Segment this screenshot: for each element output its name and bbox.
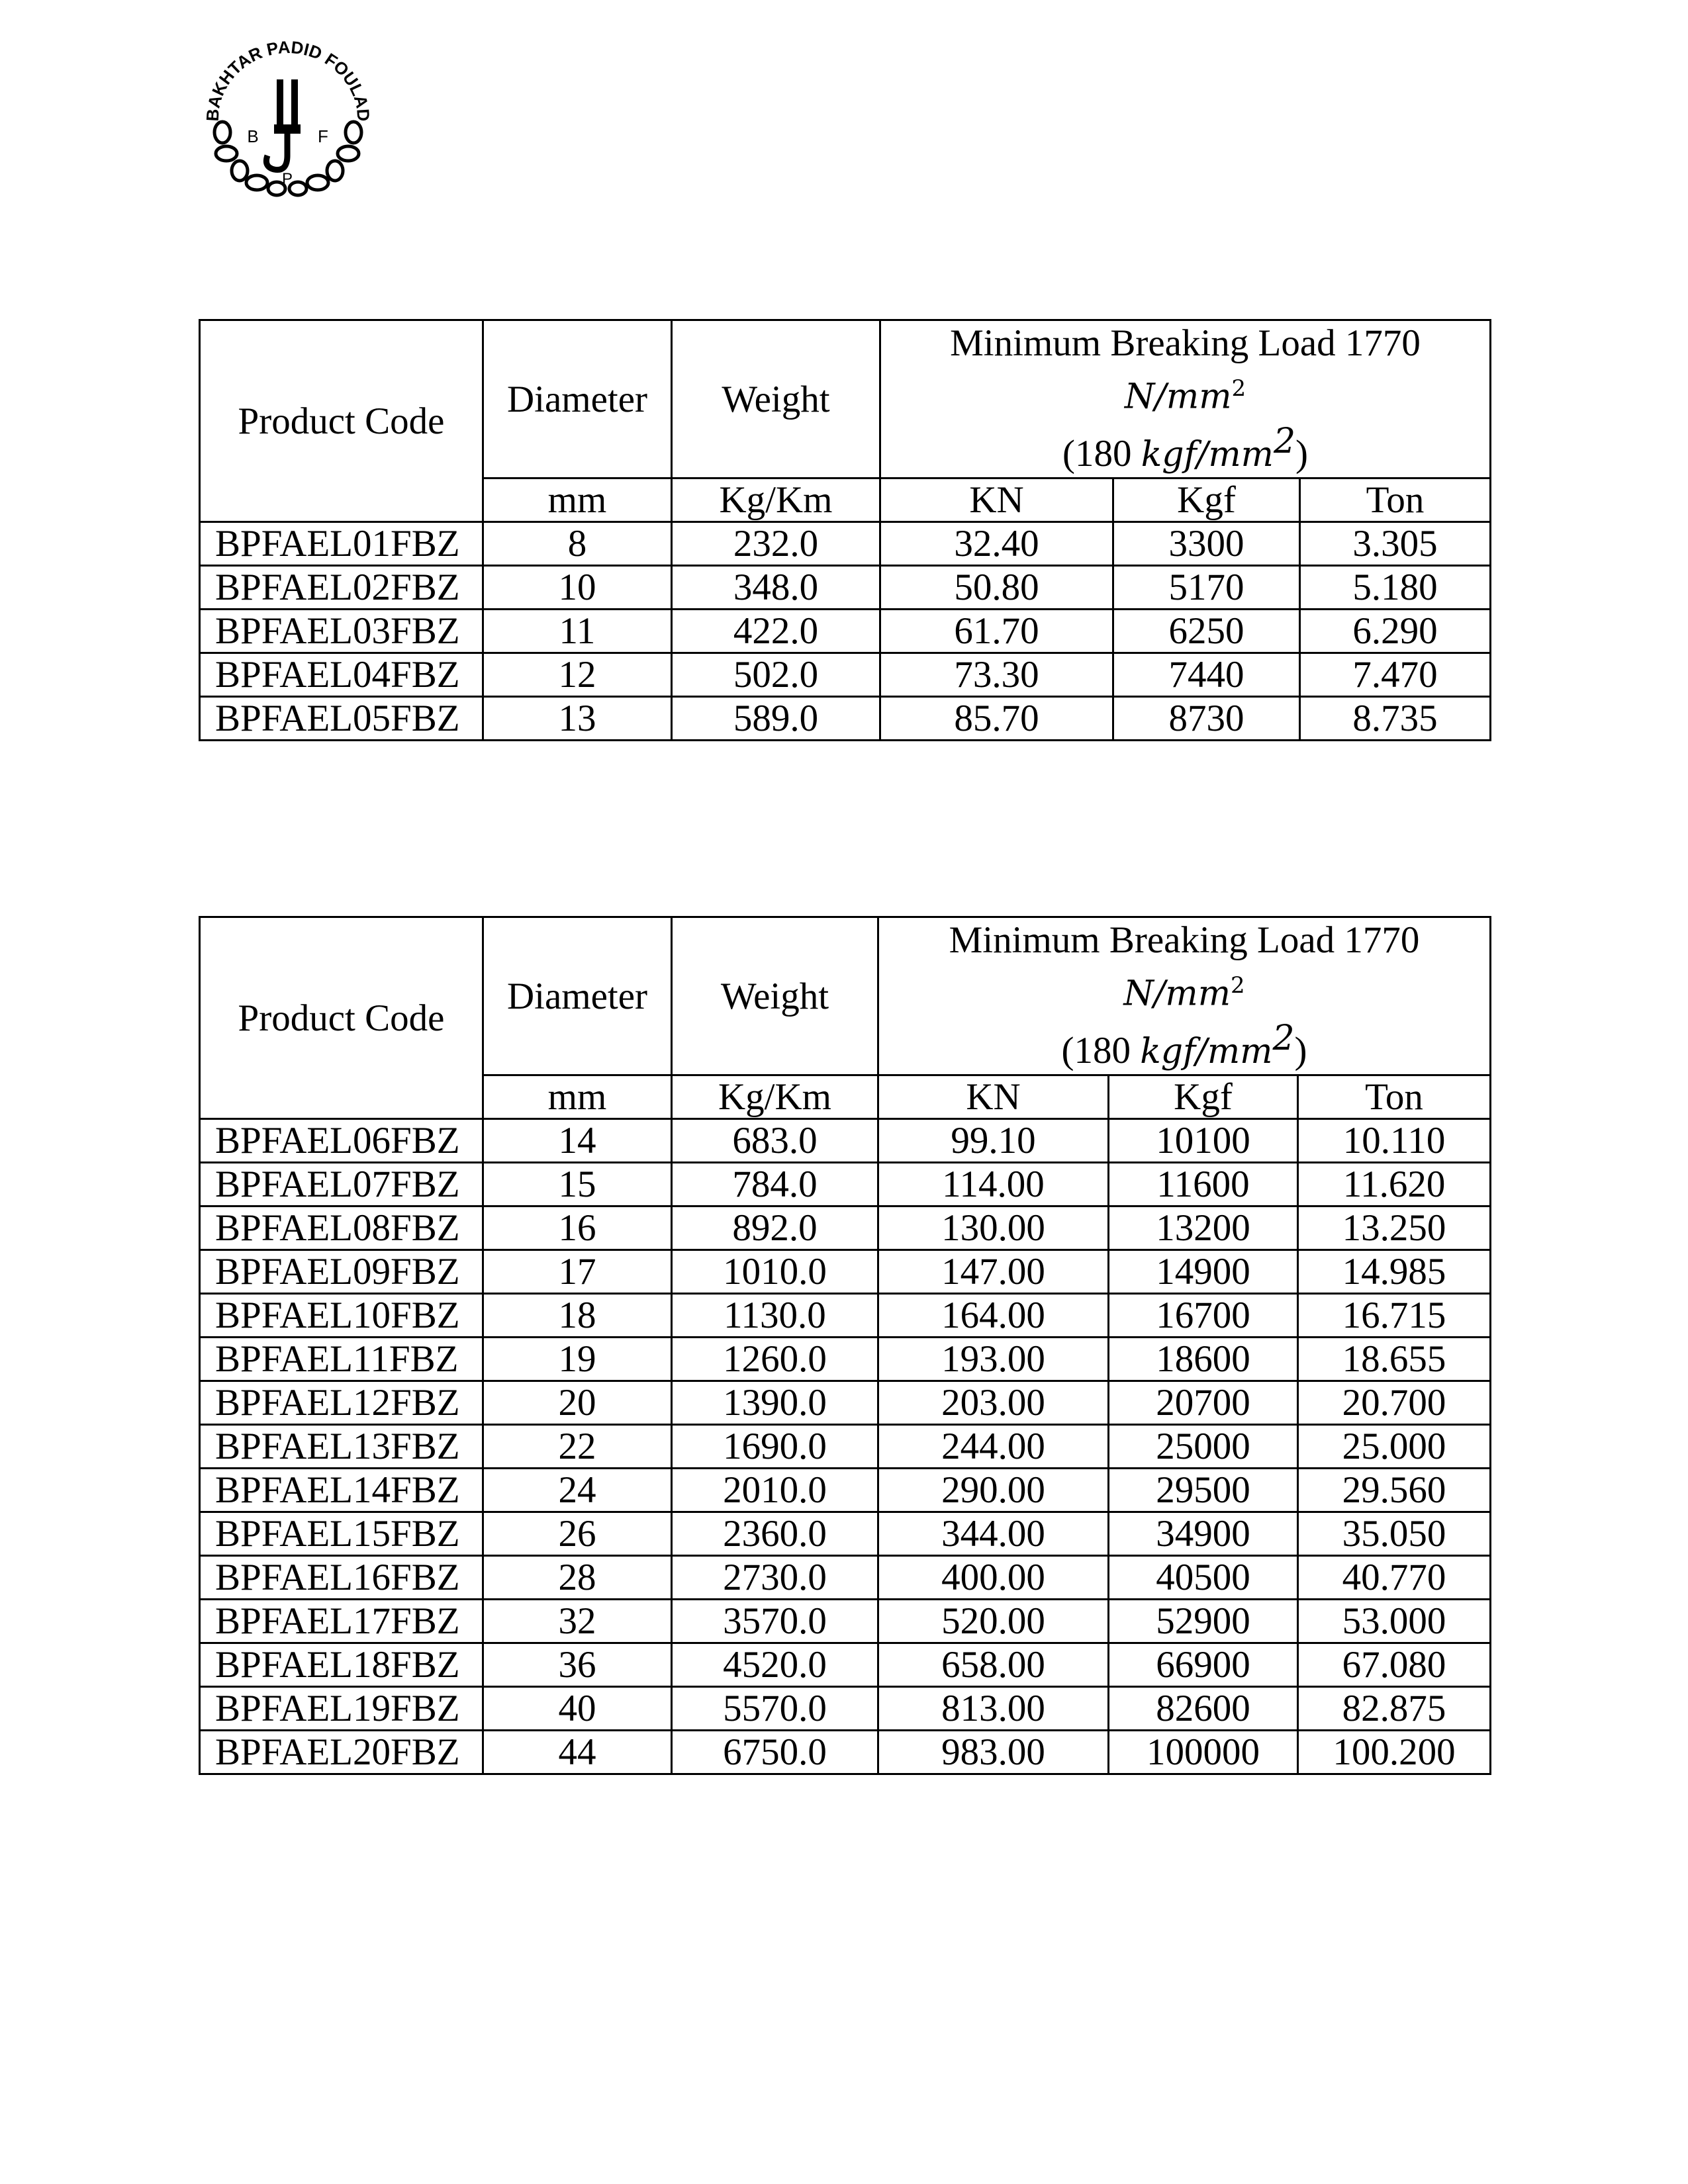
diameter-cell: 36 <box>483 1643 672 1687</box>
weight-cell: 5570.0 <box>672 1687 878 1731</box>
mbl-unit-kgf: (180 kgf/$mm^2$) <box>1062 422 1309 475</box>
diameter-cell: 44 <box>483 1731 672 1774</box>
logo-letter-p: P <box>281 170 293 188</box>
kn-cell: 164.00 <box>878 1294 1109 1338</box>
kn-cell: 50.80 <box>880 566 1113 610</box>
unit-diameter: mm <box>483 1075 672 1119</box>
breaking-load-table-1 <box>199 319 1491 741</box>
diameter-cell: 40 <box>483 1687 672 1731</box>
ton-cell: 14.985 <box>1298 1250 1491 1294</box>
ton-cell: 25.000 <box>1298 1425 1491 1469</box>
kgf-cell: 10100 <box>1109 1119 1298 1163</box>
table-row <box>200 1512 1491 1556</box>
ton-cell: 82.875 <box>1298 1687 1491 1731</box>
ton-cell: 5.180 <box>1300 566 1491 610</box>
product-code-cell: BPFAEL05FBZ <box>200 697 483 741</box>
diameter-cell: 8 <box>483 522 672 566</box>
product-code-cell: BPFAEL06FBZ <box>200 1119 483 1163</box>
diameter-cell: 12 <box>483 653 672 697</box>
product-code-cell: BPFAEL15FBZ <box>200 1512 483 1556</box>
product-code-cell: BPFAEL03FBZ <box>200 610 483 653</box>
kgf-cell: 29500 <box>1109 1469 1298 1512</box>
diameter-cell: 22 <box>483 1425 672 1469</box>
kn-cell: 73.30 <box>880 653 1113 697</box>
breaking-load-table-2 <box>199 916 1491 1775</box>
kn-cell: 244.00 <box>878 1425 1109 1469</box>
product-code-header: Product Code <box>200 917 483 1119</box>
unit-ton: Ton <box>1300 478 1491 522</box>
kgf-cell: 66900 <box>1109 1643 1298 1687</box>
kn-cell: 344.00 <box>878 1512 1109 1556</box>
mbl-title: Minimum Breaking Load 1770 <box>950 322 1421 364</box>
ton-cell: 8.735 <box>1300 697 1491 741</box>
kgf-cell: 20700 <box>1109 1381 1298 1425</box>
product-code-cell: BPFAEL13FBZ <box>200 1425 483 1469</box>
diameter-cell: 24 <box>483 1469 672 1512</box>
kn-cell: 203.00 <box>878 1381 1109 1425</box>
diameter-cell: 16 <box>483 1206 672 1250</box>
diameter-cell: 28 <box>483 1556 672 1600</box>
weight-cell: 892.0 <box>672 1206 878 1250</box>
table-row <box>200 566 1491 610</box>
product-code-cell: BPFAEL19FBZ <box>200 1687 483 1731</box>
unit-kn: KN <box>878 1075 1109 1119</box>
kgf-cell: 5170 <box>1113 566 1300 610</box>
table-row <box>200 1163 1491 1206</box>
diameter-cell: 13 <box>483 697 672 741</box>
product-code-cell: BPFAEL14FBZ <box>200 1469 483 1512</box>
product-code-cell: BPFAEL07FBZ <box>200 1163 483 1206</box>
unit-weight: Kg/Km <box>672 1075 878 1119</box>
weight-cell: 3570.0 <box>672 1600 878 1643</box>
kn-cell: 290.00 <box>878 1469 1109 1512</box>
ton-cell: 11.620 <box>1298 1163 1491 1206</box>
unit-weight: Kg/Km <box>672 478 880 522</box>
weight-cell: 4520.0 <box>672 1643 878 1687</box>
mbl-unit-kgf: (180 kgf/$mm^2$) <box>1061 1019 1307 1072</box>
ton-cell: 40.770 <box>1298 1556 1491 1600</box>
product-code-cell: BPFAEL17FBZ <box>200 1600 483 1643</box>
weight-cell: 1390.0 <box>672 1381 878 1425</box>
kgf-cell: 6250 <box>1113 610 1300 653</box>
table-header-row <box>200 320 1491 478</box>
ton-cell: 35.050 <box>1298 1512 1491 1556</box>
diameter-header: Diameter <box>483 917 672 1075</box>
weight-cell: 1690.0 <box>672 1425 878 1469</box>
kgf-cell: 34900 <box>1109 1512 1298 1556</box>
kn-cell: 193.00 <box>878 1338 1109 1381</box>
table-row <box>200 1643 1491 1687</box>
kn-cell: 85.70 <box>880 697 1113 741</box>
kn-cell: 520.00 <box>878 1600 1109 1643</box>
ton-cell: 13.250 <box>1298 1206 1491 1250</box>
kgf-cell: 8730 <box>1113 697 1300 741</box>
table-row <box>200 1119 1491 1163</box>
weight-cell: 2010.0 <box>672 1469 878 1512</box>
kgf-cell: 3300 <box>1113 522 1300 566</box>
diameter-cell: 15 <box>483 1163 672 1206</box>
table-row <box>200 1206 1491 1250</box>
weight-cell: 348.0 <box>672 566 880 610</box>
product-code-cell: BPFAEL20FBZ <box>200 1731 483 1774</box>
mbl-title: Minimum Breaking Load 1770 <box>949 919 1420 961</box>
weight-cell: 2360.0 <box>672 1512 878 1556</box>
unit-kgf: Kgf <box>1113 478 1300 522</box>
logo-letter-b: B <box>247 126 259 146</box>
kn-cell: 99.10 <box>878 1119 1109 1163</box>
product-code-cell: BPFAEL16FBZ <box>200 1556 483 1600</box>
kn-cell: 400.00 <box>878 1556 1109 1600</box>
kn-cell: 983.00 <box>878 1731 1109 1774</box>
diameter-cell: 19 <box>483 1338 672 1381</box>
kgf-cell: 25000 <box>1109 1425 1298 1469</box>
weight-header: Weight <box>672 320 880 478</box>
kn-cell: 114.00 <box>878 1163 1109 1206</box>
product-code-header: Product Code <box>200 320 483 522</box>
table-row <box>200 653 1491 697</box>
diameter-cell: 26 <box>483 1512 672 1556</box>
weight-cell: 1130.0 <box>672 1294 878 1338</box>
kn-cell: 147.00 <box>878 1250 1109 1294</box>
ton-cell: 53.000 <box>1298 1600 1491 1643</box>
product-code-cell: BPFAEL08FBZ <box>200 1206 483 1250</box>
product-code-cell: BPFAEL11FBZ <box>200 1338 483 1381</box>
table-row <box>200 1469 1491 1512</box>
table-row <box>200 1294 1491 1338</box>
ton-cell: 10.110 <box>1298 1119 1491 1163</box>
unit-kn: KN <box>880 478 1113 522</box>
ton-cell: 16.715 <box>1298 1294 1491 1338</box>
min-breaking-load-header <box>878 917 1491 1075</box>
weight-cell: 683.0 <box>672 1119 878 1163</box>
table-row <box>200 1250 1491 1294</box>
table-row <box>200 1731 1491 1774</box>
diameter-header: Diameter <box>483 320 672 478</box>
kgf-cell: 100000 <box>1109 1731 1298 1774</box>
weight-cell: 1010.0 <box>672 1250 878 1294</box>
product-code-cell: BPFAEL04FBZ <box>200 653 483 697</box>
ton-cell: 18.655 <box>1298 1338 1491 1381</box>
ton-cell: 3.305 <box>1300 522 1491 566</box>
kn-cell: 32.40 <box>880 522 1113 566</box>
table-row <box>200 1381 1491 1425</box>
unit-diameter: mm <box>483 478 672 522</box>
company-logo <box>192 40 384 199</box>
weight-header: Weight <box>672 917 878 1075</box>
kn-cell: 130.00 <box>878 1206 1109 1250</box>
kn-cell: 658.00 <box>878 1643 1109 1687</box>
diameter-cell: 20 <box>483 1381 672 1425</box>
table-row <box>200 1600 1491 1643</box>
kn-cell: 813.00 <box>878 1687 1109 1731</box>
ton-cell: 20.700 <box>1298 1381 1491 1425</box>
product-code-cell: BPFAEL10FBZ <box>200 1294 483 1338</box>
diameter-cell: 14 <box>483 1119 672 1163</box>
product-code-cell: BPFAEL18FBZ <box>200 1643 483 1687</box>
weight-cell: 422.0 <box>672 610 880 653</box>
ton-cell: 7.470 <box>1300 653 1491 697</box>
mbl-unit: $N/mm^2$ <box>1124 375 1246 417</box>
table-row <box>200 1338 1491 1381</box>
kgf-cell: 11600 <box>1109 1163 1298 1206</box>
weight-cell: 502.0 <box>672 653 880 697</box>
kgf-cell: 40500 <box>1109 1556 1298 1600</box>
kgf-cell: 13200 <box>1109 1206 1298 1250</box>
table-row <box>200 697 1491 741</box>
ton-cell: 29.560 <box>1298 1469 1491 1512</box>
diameter-cell: 17 <box>483 1250 672 1294</box>
ton-cell: 100.200 <box>1298 1731 1491 1774</box>
table-header-row <box>200 917 1491 1075</box>
product-code-cell: BPFAEL01FBZ <box>200 522 483 566</box>
min-breaking-load-header <box>880 320 1491 478</box>
weight-cell: 232.0 <box>672 522 880 566</box>
table-row <box>200 1425 1491 1469</box>
product-code-cell: BPFAEL12FBZ <box>200 1381 483 1425</box>
diameter-cell: 11 <box>483 610 672 653</box>
ton-cell: 6.290 <box>1300 610 1491 653</box>
weight-cell: 589.0 <box>672 697 880 741</box>
table-row <box>200 610 1491 653</box>
weight-cell: 2730.0 <box>672 1556 878 1600</box>
product-code-cell: BPFAEL02FBZ <box>200 566 483 610</box>
diameter-cell: 18 <box>483 1294 672 1338</box>
unit-kgf: Kgf <box>1109 1075 1298 1119</box>
diameter-cell: 32 <box>483 1600 672 1643</box>
kgf-cell: 82600 <box>1109 1687 1298 1731</box>
kgf-cell: 16700 <box>1109 1294 1298 1338</box>
table-row <box>200 1687 1491 1731</box>
logo-letter-f: F <box>318 126 328 146</box>
unit-ton: Ton <box>1298 1075 1491 1119</box>
mbl-unit: $N/mm^2$ <box>1123 972 1245 1014</box>
table-row <box>200 1556 1491 1600</box>
kgf-cell: 7440 <box>1113 653 1300 697</box>
table-row <box>200 522 1491 566</box>
kgf-cell: 52900 <box>1109 1600 1298 1643</box>
svg-text:BAKHTAR PADID FOULAD: BAKHTAR PADID FOULAD <box>202 40 374 122</box>
weight-cell: 1260.0 <box>672 1338 878 1381</box>
ton-cell: 67.080 <box>1298 1643 1491 1687</box>
kgf-cell: 14900 <box>1109 1250 1298 1294</box>
diameter-cell: 10 <box>483 566 672 610</box>
weight-cell: 784.0 <box>672 1163 878 1206</box>
kgf-cell: 18600 <box>1109 1338 1298 1381</box>
product-code-cell: BPFAEL09FBZ <box>200 1250 483 1294</box>
weight-cell: 6750.0 <box>672 1731 878 1774</box>
kn-cell: 61.70 <box>880 610 1113 653</box>
